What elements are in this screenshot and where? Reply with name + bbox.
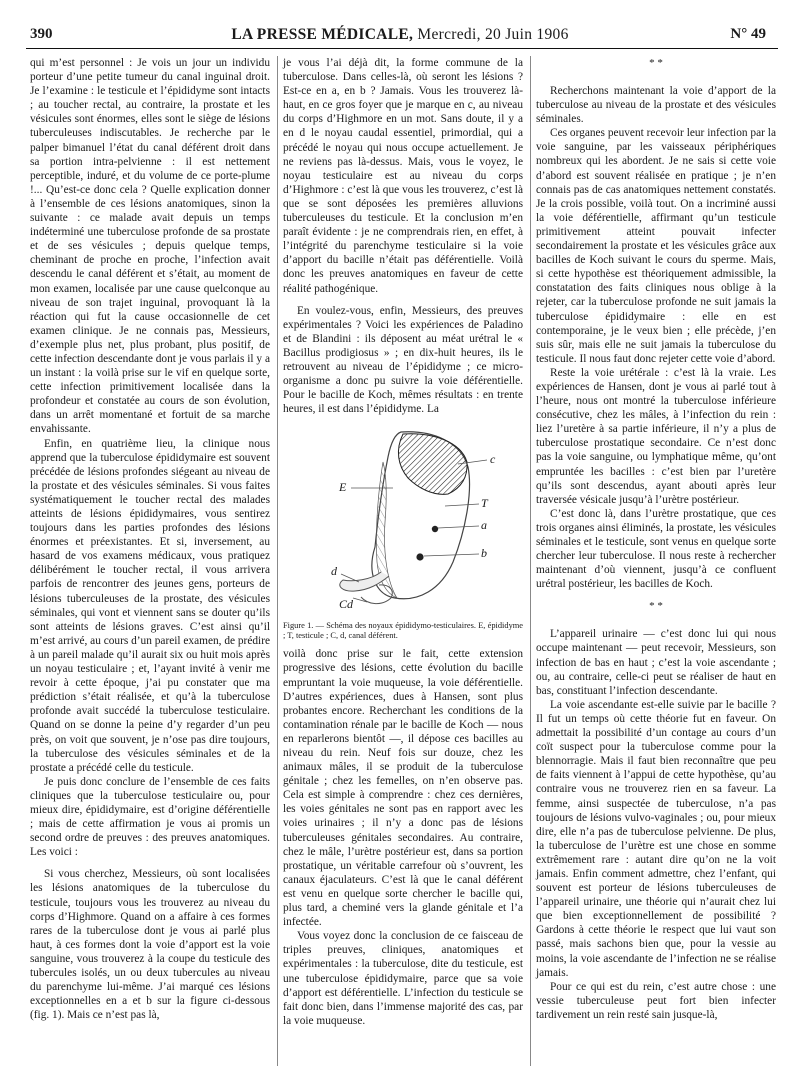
label-d: d — [331, 564, 337, 579]
paragraph: L’appareil urinaire — c’est donc lui qui nous occupe maintenant — peut recevoir, Messieurs, son infection de bas en haut ; c’est la voie ascendante ; ou, au contraire, celle-ci peut se réaliser de haut en bas, constituant l’infection descendante. — [536, 628, 776, 697]
paragraph: Reste la voie urétérale : c’est là la vraie. Les expériences de Hansen, dont je vous ai parlé tout à l’heure, nous ont montré la tuberculose inférieure consécutive, chez les mâles, à l’infection du rein : liez l’uretère à sa partie inférieure, il n’y a plus de tuberculose prostatique secondaire. Ce n’est donc pas la voie sanguine, ou lymphatique même, qu’ont empruntée les bacilles : c’est bien par l’uretère qu’ils sont descendus, ayant abouti après leur traversée vésicale jusqu’à l’urètre postérieur. — [536, 366, 776, 506]
section-separator: * * — [649, 600, 663, 613]
running-header — [0, 26, 800, 48]
paragraph: La voie ascendante est-elle suivie par le bacille ? Il fut un temps où cette théorie fut en faveur. On admettait la possibilité d’un contage au cours d’un coït suspect pour la tuberculose comme pour la blennorragie. Mais il faut bien reconnaître que peu de faits viennent à l’appui de cette hypothèse, qu’au contraire vous ne trouverez rien en sa faveur. La femme, ainsi suspectée de tuberculose, n’a pas toujours de lésions vulvo-vaginales ; ou, pour mieux dire, elle n’a pas de tuberculose pelvienne. De plus, la tuberculose de l’urètre est une chose en somme extrêmement rare : autant dire qu’on ne la voit jamais. Enfin comment admettre, chez l’enfant, qui souvent est porteur de lésions tuberculeuses de l’appareil urinaire, une théorie qui n’aurait chez lui que bien exceptionnellement de possibilité ? Gardons à cette théorie le respect que lui vaut son passé, mais sachons bien que, pour la vessie au moins, la voie ascendante de l’infection ne se réalise jamais. — [536, 698, 776, 979]
issue-date: Mercredi, 20 Juin 1906 — [417, 26, 569, 43]
paragraph: Si vous cherchez, Messieurs, où sont localisées les lésions anatomiques de la tuberculose du testicule, toujours vous les trouverez au niveau du corps d’Highmore. Quand on a affaire à ces formes rares de la tuberculose dont je vous ai parlé plus haut, à ces formes dont la voie d’apport est la voie sanguine, vous trouverez à la coupe du testicule des tubercules isolés, un ou deux tubercules au niveau du parenchyme lui-même. J’ai marqué ces lésions exceptionnelles en a et b sur la figure ci-dessous (fig. 1). Mais ce n’est pas là, — [30, 868, 270, 1022]
column-3 — [536, 56, 776, 1022]
paragraph: qui m’est personnel : Je vois un jour un individu porteur d’une petite tumeur du canal inguinal droit. Je l’examine : le testicule et l’épididyme sont intacts ; au toucher rectal, au contraire, la prostate et les vésicules sont énormes, elles sont le siège de lésions tuberculeuses indiscutables. Je recherche par le palper bimanuel l’état du canal déférent droit dans sa portion intra-pelvienne : il est nettement perceptible, induré, et du volume de ce porte-plume !... Qu’est-ce donc cela ? Quelle explication donner à l’ensemble de ces lésions anatomiques, sinon la suivante : ce malade avait depuis un temps indéterminé une tuberculose profonde de sa prostate et de ses vésicules ; depuis quelque temps, cheminant de proche en proche, l’infection avait descendu le canal déférent et s’était, au moment de mon examen, localisée par une cause quelconque au niveau de son trajet inguinal, provoquant là la réaction qui fut la cause occasionnelle de cet examen clinique. Je ne connais pas, Messieurs, d’exemple plus net, plus probant, plus positif, de cette infection descendante dont je vous parlais il y a un instant : la voilà prise sur le vif en quelque sorte, cette infection primitivement localisée dans la profondeur et constatée au cours de son évolution, dans un arrêt momentané et fortuit de sa marche envahissante. — [30, 57, 270, 436]
paragraph-gap — [283, 296, 523, 304]
paragraph-gap — [30, 859, 270, 867]
paragraph: C’est donc là, dans l’urètre prostatique, que ces trois organes ainsi éliminés, la prostate, les vésicules séminales et le testicule, sont venus en quelque sorte chercher leur tuberculose. Il nous reste à rechercher maintenant d’où viennent, jusqu’à ce confluent urétral postérieur, les bacilles de Koch. — [536, 507, 776, 591]
label-Cd: Cd — [339, 597, 354, 612]
column-1 — [30, 56, 270, 1022]
paragraph: Recherchons maintenant la voie d’apport de la tuberculose au niveau de la prostate et des vésicules séminales. — [536, 85, 776, 126]
label-T: T — [481, 496, 488, 511]
issue-number: N° 49 — [730, 26, 766, 42]
page-number: 390 — [30, 26, 53, 42]
column-rule-2 — [530, 56, 531, 1066]
label-b: b — [481, 546, 487, 561]
paragraph: Pour ce qui est du rein, c’est autre chose : une vessie tuberculeuse peut fort bien infecter tardivement un rein resté sain jusque-là, — [536, 980, 776, 1021]
paragraph: Vous voyez donc la conclusion de ce faisceau de triples preuves, cliniques, anatomiques et expérimentales : la tuberculose, dite du testicule, est une tuberculose épididymaire, parce que sa voie d’apport est déférentielle. L’infection du testicule se fait donc bien, dans l’immense majorité des cas, par la voie muqueuse. — [283, 930, 523, 1027]
label-c: c — [490, 452, 496, 467]
label-E: E — [339, 480, 347, 495]
paragraph: je vous l’ai déjà dit, la forme commune de la tuberculose. Dans celles-là, où seront les lésions ? Est-ce en a, en b ? Jamais. Vous les trouverez là-haut, en ce gros foyer que je marque en c, au niveau du corps d’Highmore en un mot. Sans doute, il y a en d le noyau caudal essentiel, primordial, qui a précédé le noyau qui nous occupe actuellement. Je ne reviens pas là-dessus. Mais, vous le voyez, le noyau testiculaire est au niveau du corps d’Highmore : c’est là que vous les trouverez, c’est là que se sont déposées les premières alluvions tuberculeuses du testicule. Et la conclusion m’en paraît évidente : je ne comprendrais rien, en effet, à l’intégrité du parenchyme testiculaire si la voie d’apport du bacille n’était pas déférentielle. Voilà donc les preuves anatomiques en faveur de cette réalité pathogénique. — [283, 57, 523, 295]
lesion-b — [416, 554, 423, 561]
column-2 — [283, 56, 523, 1028]
column-rule-1 — [277, 56, 278, 1066]
lesion-a — [432, 526, 438, 532]
journal-title: LA PRESSE MÉDICALE, — [231, 26, 414, 43]
paragraph: voilà donc prise sur le fait, cette extension progressive des lésions, cette évolution du bacille empruntant la voie muqueuse, la voie déférentielle. D’autres expériences, dues à Hansen, sont plus probantes encore. Recherchant les conditions de la contamination rénale par le bacille de Koch — nous en reparlerons bientôt —, il dépose ces bacilles au niveau du rein. Neuf fois sur douze, chez les animaux mâles, il se produit de la tuberculose génitale ; chez les femelles, on n’en observe pas. Cela est simple à comprendre : chez ces dernières, les voies génitales ne sont pas en rapport avec les voies urinaires ; il n’y a donc pas de lésions tuberculeuses génitales secondaires. Au contraire, chez le mâle, l’urètre postérieur est, dans sa portion prostatique, un véritable carrefour où s’ouvrent, les canaux éjaculateurs. C’est là que le canal déférent est venu en quelque sorte chercher le bacille qui, plus tard, a cheminé vers la glande génitale et l’a infectée. — [283, 648, 523, 929]
paragraph: En voulez-vous, enfin, Messieurs, des preuves expérimentales ? Voici les expériences de Paladino et de Blandini : ils déposent au méat urétral le « Bacillus prodigiosus » ; en dix-huit heures, ils le retrouvent au niveau de l’épididyme ; ce micro-organisme a donc pu suivre la voie déférentielle. Pour le bacille de Koch, mêmes résultats : en trente heures, il est dans l’épididyme. La — [283, 304, 523, 416]
paragraph: Ces organes peuvent recevoir leur infection par la voie sanguine, par les vaisseaux périphériques nombreux qui les abordent. Je ne sais si cette voie d’abord est souvent réalisée en pratique ; je n’en connais pas de cas anatomiques nettement constatés. Je la crois possible, voilà tout. On a incriminé aussi la voie déférentielle, affirmant qu’un testicule primitivement atteint pouvait infecter secondairement la prostate et les vésicules grâce aux bacilles de Koch suivant le cours du sperme. Mais, si cette hypothèse est théoriquement admissible, la constatation des faits cliniques nous oblige à la rejeter, car la tuberculose profonde ne suit jamais la tuberculose épididymaire : elle en est contemporaine, je le veux bien ; elle précède, j’en suis sûr, mais elle ne suit jamais la tuberculose du testicule. Il nous faut donc rejeter cette voie d’abord. — [536, 127, 776, 365]
paragraph-gap — [536, 591, 776, 599]
figure-caption: Figure 1. — Schéma des noyaux épididymo-testiculaires. E, épididyme ; T, testicule ; C, d, canal déférent. — [283, 621, 523, 641]
label-a: a — [481, 518, 487, 533]
header-rule — [26, 48, 778, 49]
journal-title-line — [0, 26, 800, 44]
section-separator: * * — [649, 57, 663, 69]
paragraph: Je puis donc conclure de l’ensemble de ces faits cliniques que la tuberculose testiculaire ou, pour mieux dire, épididymaire, est d’origine déférentielle ; mais de cette affirmation je vous ai promis un second ordre de preuves : des preuves anatomiques. Les voici : — [30, 775, 270, 859]
testicle-schema-drawing — [283, 422, 523, 617]
figure-1 — [283, 422, 523, 617]
paragraph: Enfin, en quatrième lieu, la clinique nous apprend que la tuberculose épididymaire est souvent précédée de lésions profondes siégeant au niveau de la prostate et des vésicules séminales. Si vous faites systématiquement le toucher rectal des malades atteints de lésions épididymaires, vous sentirez toujours dans les parties profondes des lésions énormes et préexistantes. Et si, inversement, au hasard de vos examens médicaux, vous pratiquez délibérément le toucher rectal, il vous arrivera parfois de rencontrer des jeunes gens, porteurs de lésions tuberculeuses de la prostate, des vésicules séminales, qui vont et viennent sans se douter qu’ils sont atteints de lésions graves. C’est ainsi qu’il m’est arrivé, au cours d’un pareil examen, de prédire à un pareil malade qu’il aurait six ou huit mois après un noyau testiculaire ; et, l’ayant invité à venir me revoir à cette époque, j’ai pu constater que ma prédiction s’était réalisée, et qu’à la tuberculose profonde avait succédé la tuberculose testiculaire. Quand on se donne la peine d’y regarder d’un peu près, on voit que souvent, je n’ose pas dire toujours, la tuberculose des vésicules séminales et de la prostate a précédé celle du testicule. — [30, 437, 271, 774]
